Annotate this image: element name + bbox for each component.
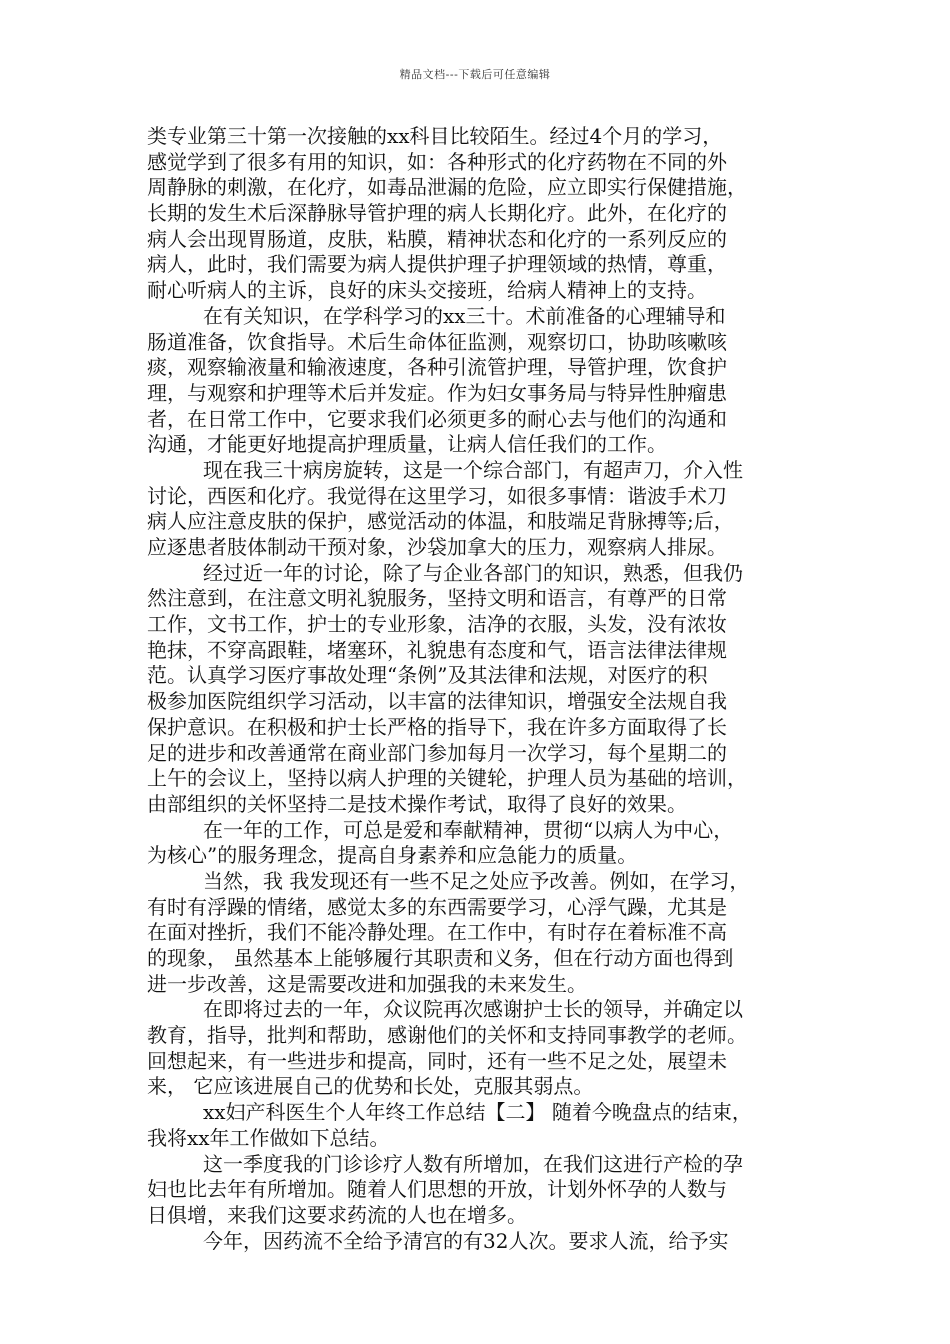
text-line: 类专业第三十第一次接触的xx科目比较陌生。经过4个月的学习， <box>147 124 723 148</box>
text-line: 范。认真学习医疗事故处理“条例”及其法律和法规，对医疗的积 <box>147 663 708 688</box>
text-line: 由部组织的关怀坚持二是技术操作考试，取得了良好的效果。 <box>147 791 687 816</box>
text-line: 感觉学到了很多有用的知识，如：各种形式的化疗药物在不同的外 <box>147 149 727 174</box>
text-line: 极参加医院组织学习活动，以丰富的法律知识，增强安全法规自我 <box>147 689 727 714</box>
text-line: 为核心”的服务理念，提高自身素养和应急能力的质量。 <box>147 843 638 868</box>
text-line: 病人会出现胃肠道，皮肤，粘膜，精神状态和化疗的一系列反应的 <box>147 226 727 251</box>
text-line: 周静脉的刺激，在化疗，如毒品泄漏的危险，应立即实行保健措施， <box>147 175 747 200</box>
text-line: 在即将过去的一年，众议院再次感谢护士长的领导，并确定以 <box>203 997 743 1022</box>
text-line: 在有关知识，在学科学习的xx三十。术前准备的心理辅导和 <box>203 303 726 328</box>
text-line: 这一季度我的门诊诊疗人数有所增加，在我们这进行产检的孕 <box>203 1151 743 1176</box>
text-line: 妇也比去年有所增加。随着人们思想的开放，计划外怀孕的人数与 <box>147 1177 727 1202</box>
text-line: 日俱增，来我们这要求药流的人也在增多。 <box>147 1202 527 1227</box>
text-line: 教育，指导，批判和帮助，感谢他们的关怀和支持同事教学的老师。 <box>147 1023 747 1048</box>
text-line: 痰，观察输液量和输液速度，各种引流管护理，导管护理，饮食护 <box>147 355 727 380</box>
text-line: 经过近一年的讨论，除了与企业各部门的知识，熟悉，但我仍 <box>203 560 743 585</box>
text-line: 然注意到，在注意文明礼貌服务，坚持文明和语言，有尊严的日常 <box>147 586 727 611</box>
text-line: 今年，因药流不全给予清宫的有32人次。要求人流，给予实 <box>203 1228 729 1253</box>
text-line: 当然，我 我发现还有一些不足之处应予改善。例如，在学习， <box>203 868 750 893</box>
text-line: 讨论，西医和化疗。我觉得在这里学习，如很多事情：谐波手术刀 <box>147 483 727 508</box>
text-line: 长期的发生术后深静脉导管护理的病人长期化疗。此外，在化疗的 <box>147 201 727 226</box>
page-header: 精品文档---下载后可任意编辑 <box>399 68 551 81</box>
text-line: 我将xx年工作做如下总结。 <box>147 1125 390 1150</box>
document-body <box>147 124 813 1254</box>
text-line: 的现象， 虽然基本上能够履行其职责和义务，但在行动方面也得到 <box>147 946 734 970</box>
text-line: 应逐患者肢体制动干预对象，沙袋加拿大的压力，观察病人排尿。 <box>147 535 727 559</box>
text-line: 理，与观察和护理等术后并发症。作为妇女事务局与特异性肿瘤患 <box>147 380 727 405</box>
text-line: 肠道准备，饮食指导。术后生命体征监测，观察切口，协助咳嗽咳 <box>147 329 727 354</box>
text-line: 在面对挫折，我们不能冷静处理。在工作中，有时存在着标准不高 <box>147 920 727 945</box>
text-line: 病人，此时，我们需要为病人提供护理子护理领域的热情，尊重， <box>147 252 727 277</box>
text-line: 耐心听病人的主诉，良好的床头交接班，给病人精神上的支持。 <box>147 278 707 303</box>
text-line: 现在我三十病房旋转，这是一个综合部门，有超声刀，介入性 <box>203 457 743 482</box>
text-line: 者，在日常工作中，它要求我们必须更多的耐心去与他们的沟通和 <box>147 406 727 431</box>
text-line: 来， 它应该进展自己的优势和长处，克服其弱点。 <box>147 1074 594 1099</box>
text-line: 上午的会议上，坚持以病人护理的关键轮，护理人员为基础的培训， <box>147 766 747 791</box>
text-line: xx妇产科医生个人年终工作总结【二】 随着今晚盘点的结束， <box>203 1100 752 1125</box>
text-line: 在一年的工作，可总是爱和奉献精神，贯彻“以病人为中心， <box>203 817 734 842</box>
text-line: 艳抹，不穿高跟鞋，堵塞环，礼貌患有态度和气，语言法律法律规 <box>147 637 727 662</box>
text-line: 沟通，才能更好地提高护理质量，让病人信任我们的工作。 <box>147 432 667 457</box>
text-line: 进一步改善，这是需要改进和加强我的未来发生。 <box>147 971 587 996</box>
text-line: 保护意识。在积极和护士长严格的指导下，我在许多方面取得了长 <box>147 714 727 739</box>
text-line: 足的进步和改善通常在商业部门参加每月一次学习，每个星期二的 <box>147 740 727 765</box>
text-line: 病人应注意皮肤的保护，感觉活动的体温，和肢端足背脉搏等;后， <box>147 509 734 534</box>
text-line: 回想起来，有一些进步和提高，同时，还有一些不足之处，展望未 <box>147 1048 727 1073</box>
text-line: 有时有浮躁的情绪，感觉太多的东西需要学习，心浮气躁，尤其是 <box>147 894 727 919</box>
text-line: 工作，文书工作，护士的专业形象，洁净的衣服，头发，没有浓妆 <box>147 612 727 637</box>
